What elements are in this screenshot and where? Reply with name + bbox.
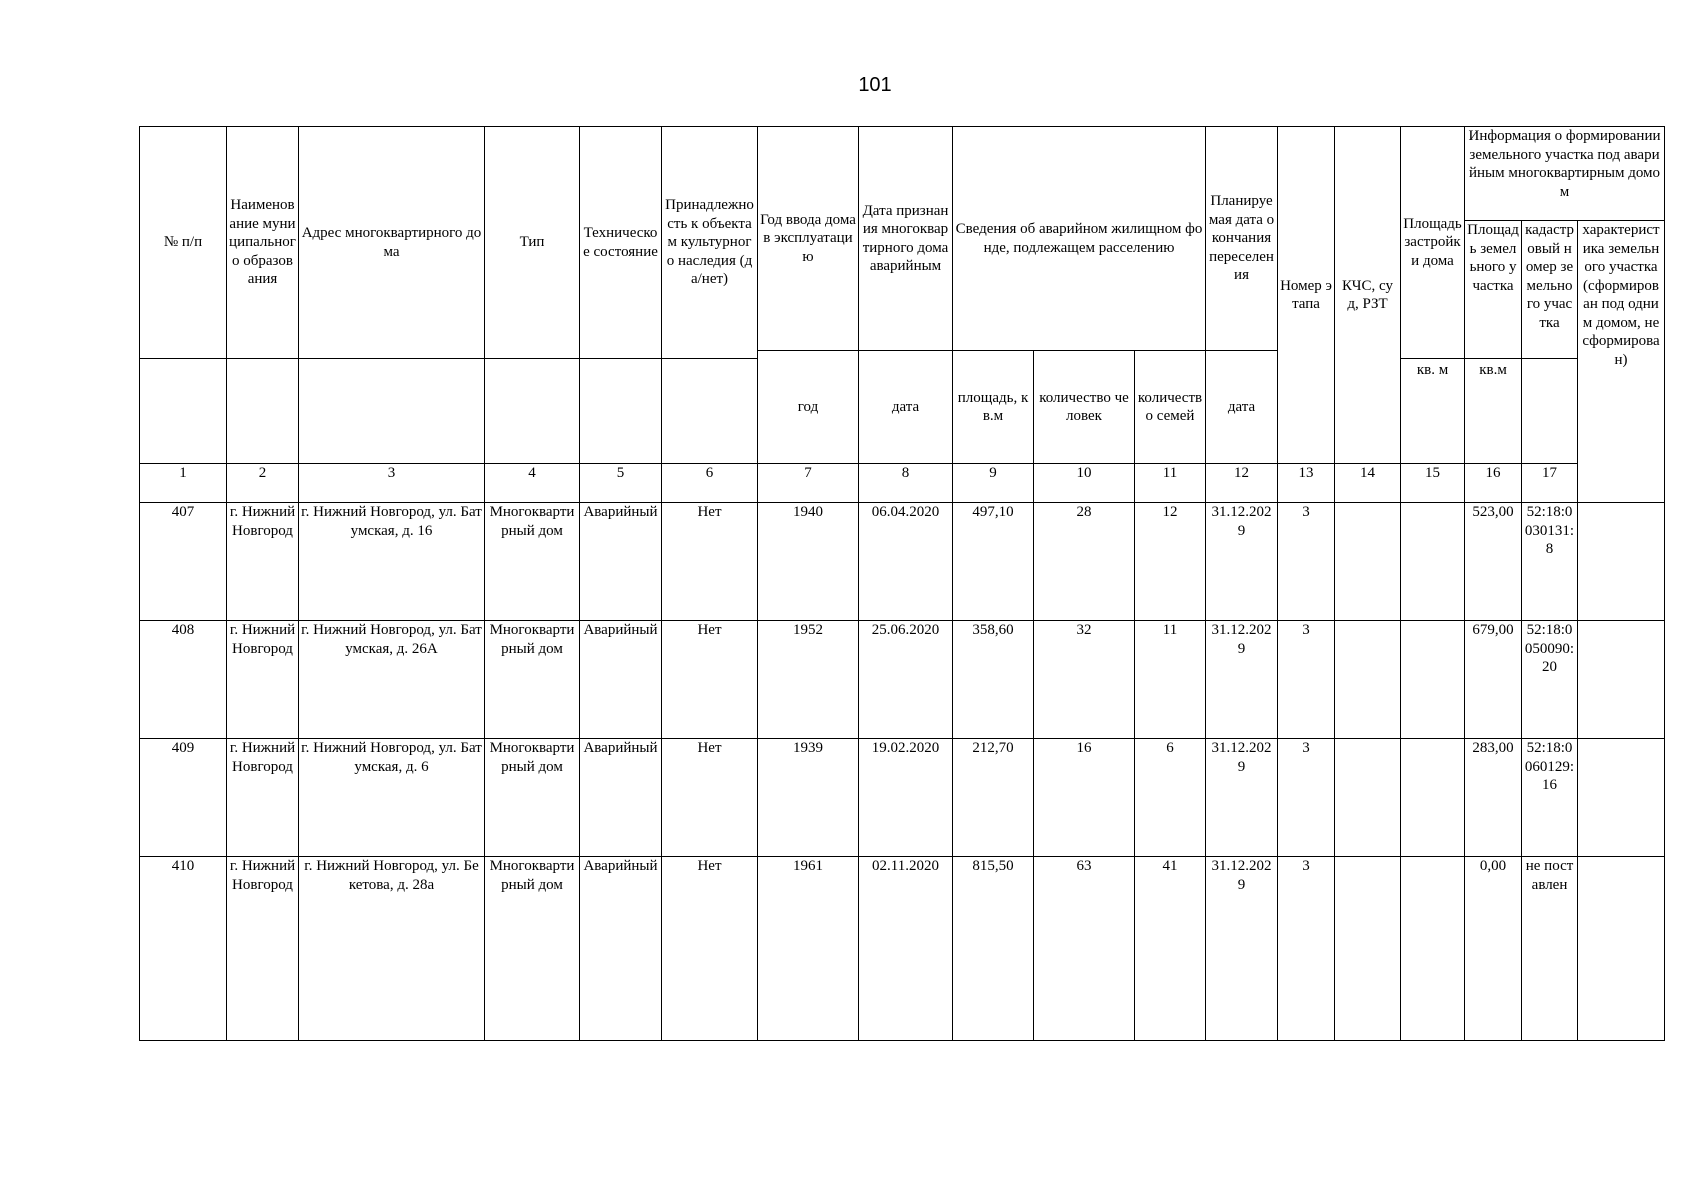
commission-year: 1940 [758,503,859,621]
family-count: 12 [1135,503,1206,621]
planned-date: 31.12.2029 [1206,621,1278,739]
col-header-16-18: Информация о формировании земельного участка под аварийным многоквартирным домом [1465,127,1665,221]
land-character [1578,503,1665,621]
col-header-3: Адрес многоквартирного дома [299,127,485,359]
header-blank-17 [1522,359,1578,464]
unit-header-12: дата [1206,351,1278,464]
emergency-area: 815,50 [953,857,1034,1041]
col-header-4: Тип [485,127,580,359]
address: г. Нижний Новгород, ул. Батумская, д. 6 [299,739,485,857]
header-blank-2 [227,359,299,464]
technical-state: Аварийный [580,857,662,1041]
col-header-1: № п/п [140,127,227,359]
address: г. Нижний Новгород, ул. Батумская, д. 16 [299,503,485,621]
col-number: 5 [580,464,662,503]
people-count: 28 [1034,503,1135,621]
planned-date: 31.12.2029 [1206,503,1278,621]
building-type: Многоквартирный дом [485,857,580,1041]
row-number: 409 [140,739,227,857]
col-number: 10 [1034,464,1135,503]
technical-state: Аварийный [580,739,662,857]
header-blank-1 [140,359,227,464]
people-count: 16 [1034,739,1135,857]
stage-number: 3 [1278,621,1335,739]
cadastral-number: 52:18:0030131:8 [1522,503,1578,621]
stage-number: 3 [1278,503,1335,621]
col-header-12: Планируемая дата окончания переселения [1206,127,1278,351]
table-row [140,621,1665,739]
emergency-date: 02.11.2020 [859,857,953,1041]
col-number: 13 [1278,464,1335,503]
commission-year: 1961 [758,857,859,1041]
building-type: Многоквартирный дом [485,503,580,621]
technical-state: Аварийный [580,621,662,739]
header-blank-3 [299,359,485,464]
technical-state: Аварийный [580,503,662,621]
land-area: 523,00 [1465,503,1522,621]
unit-header-15: кв. м [1401,359,1465,464]
page-number: 101 [858,74,892,96]
heritage-flag: Нет [662,503,758,621]
land-character [1578,739,1665,857]
land-area: 679,00 [1465,621,1522,739]
emergency-housing-table [139,126,1665,1041]
municipality: г. Нижний Новгород [227,857,299,1041]
municipality: г. Нижний Новгород [227,503,299,621]
col-number: 12 [1206,464,1278,503]
land-area: 283,00 [1465,739,1522,857]
unit-header-8: дата [859,351,953,464]
municipality: г. Нижний Новгород [227,621,299,739]
col-header-16: Площадь земельного участка [1465,221,1522,359]
address: г. Нижний Новгород, ул. Бекетова, д. 28а [299,857,485,1041]
col-number: 7 [758,464,859,503]
col-number: 3 [299,464,485,503]
header-blank-4 [485,359,580,464]
family-count: 41 [1135,857,1206,1041]
col-header-18: характеристика земельного участка (сформирован под одним домом, не сформирован) [1578,221,1665,503]
cadastral-number: 52:18:0060129:16 [1522,739,1578,857]
cadastral-number: не поставлен [1522,857,1578,1041]
col-header-14: КЧС, суд, РЗТ [1335,127,1401,464]
building-area [1401,857,1465,1041]
col-header-5: Техническое состояние [580,127,662,359]
table-row [140,739,1665,857]
col-number: 14 [1335,464,1401,503]
emergency-date: 25.06.2020 [859,621,953,739]
kchs-cell [1335,503,1401,621]
col-header-7: Год ввода дома в эксплуатацию [758,127,859,351]
heritage-flag: Нет [662,739,758,857]
people-count: 63 [1034,857,1135,1041]
table-row [140,857,1665,1041]
col-number: 15 [1401,464,1465,503]
land-character [1578,857,1665,1041]
people-count: 32 [1034,621,1135,739]
col-number: 6 [662,464,758,503]
stage-number: 3 [1278,739,1335,857]
land-area: 0,00 [1465,857,1522,1041]
municipality: г. Нижний Новгород [227,739,299,857]
col-number: 16 [1465,464,1522,503]
commission-year: 1952 [758,621,859,739]
kchs-cell [1335,739,1401,857]
table-row [140,503,1665,621]
heritage-flag: Нет [662,621,758,739]
unit-header-9: площадь, кв.м [953,351,1034,464]
heritage-flag: Нет [662,857,758,1041]
land-character [1578,621,1665,739]
unit-header-7: год [758,351,859,464]
col-number: 17 [1522,464,1578,503]
unit-header-11: количество семей [1135,351,1206,464]
emergency-date: 19.02.2020 [859,739,953,857]
kchs-cell [1335,621,1401,739]
emergency-date: 06.04.2020 [859,503,953,621]
col-number: 8 [859,464,953,503]
col-header-2: Наименование муниципального образования [227,127,299,359]
col-number: 2 [227,464,299,503]
building-type: Многоквартирный дом [485,621,580,739]
header-blank-6 [662,359,758,464]
building-type: Многоквартирный дом [485,739,580,857]
row-number: 410 [140,857,227,1041]
emergency-area: 497,10 [953,503,1034,621]
col-number: 11 [1135,464,1206,503]
address: г. Нижний Новгород, ул. Батумская, д. 26А [299,621,485,739]
col-number: 4 [485,464,580,503]
planned-date: 31.12.2029 [1206,739,1278,857]
col-number: 1 [140,464,227,503]
building-area [1401,621,1465,739]
commission-year: 1939 [758,739,859,857]
emergency-area: 212,70 [953,739,1034,857]
col-header-6: Принадлежность к объектам культурного наследия (да/нет) [662,127,758,359]
col-header-9-11: Сведения об аварийном жилищном фонде, подлежащем расселению [953,127,1206,351]
emergency-area: 358,60 [953,621,1034,739]
family-count: 11 [1135,621,1206,739]
col-header-8: Дата признания многоквартирного дома аварийным [859,127,953,351]
kchs-cell [1335,857,1401,1041]
header-blank-5 [580,359,662,464]
cadastral-number: 52:18:0050090:20 [1522,621,1578,739]
col-header-17: кадастровый номер земельного участка [1522,221,1578,359]
col-header-13: Номер этапа [1278,127,1335,464]
planned-date: 31.12.2029 [1206,857,1278,1041]
unit-header-16: кв.м [1465,359,1522,464]
unit-header-10: количество человек [1034,351,1135,464]
building-area [1401,739,1465,857]
stage-number: 3 [1278,857,1335,1041]
row-number: 407 [140,503,227,621]
family-count: 6 [1135,739,1206,857]
col-header-15: Площадь застройки дома [1401,127,1465,359]
building-area [1401,503,1465,621]
col-number: 9 [953,464,1034,503]
row-number: 408 [140,621,227,739]
